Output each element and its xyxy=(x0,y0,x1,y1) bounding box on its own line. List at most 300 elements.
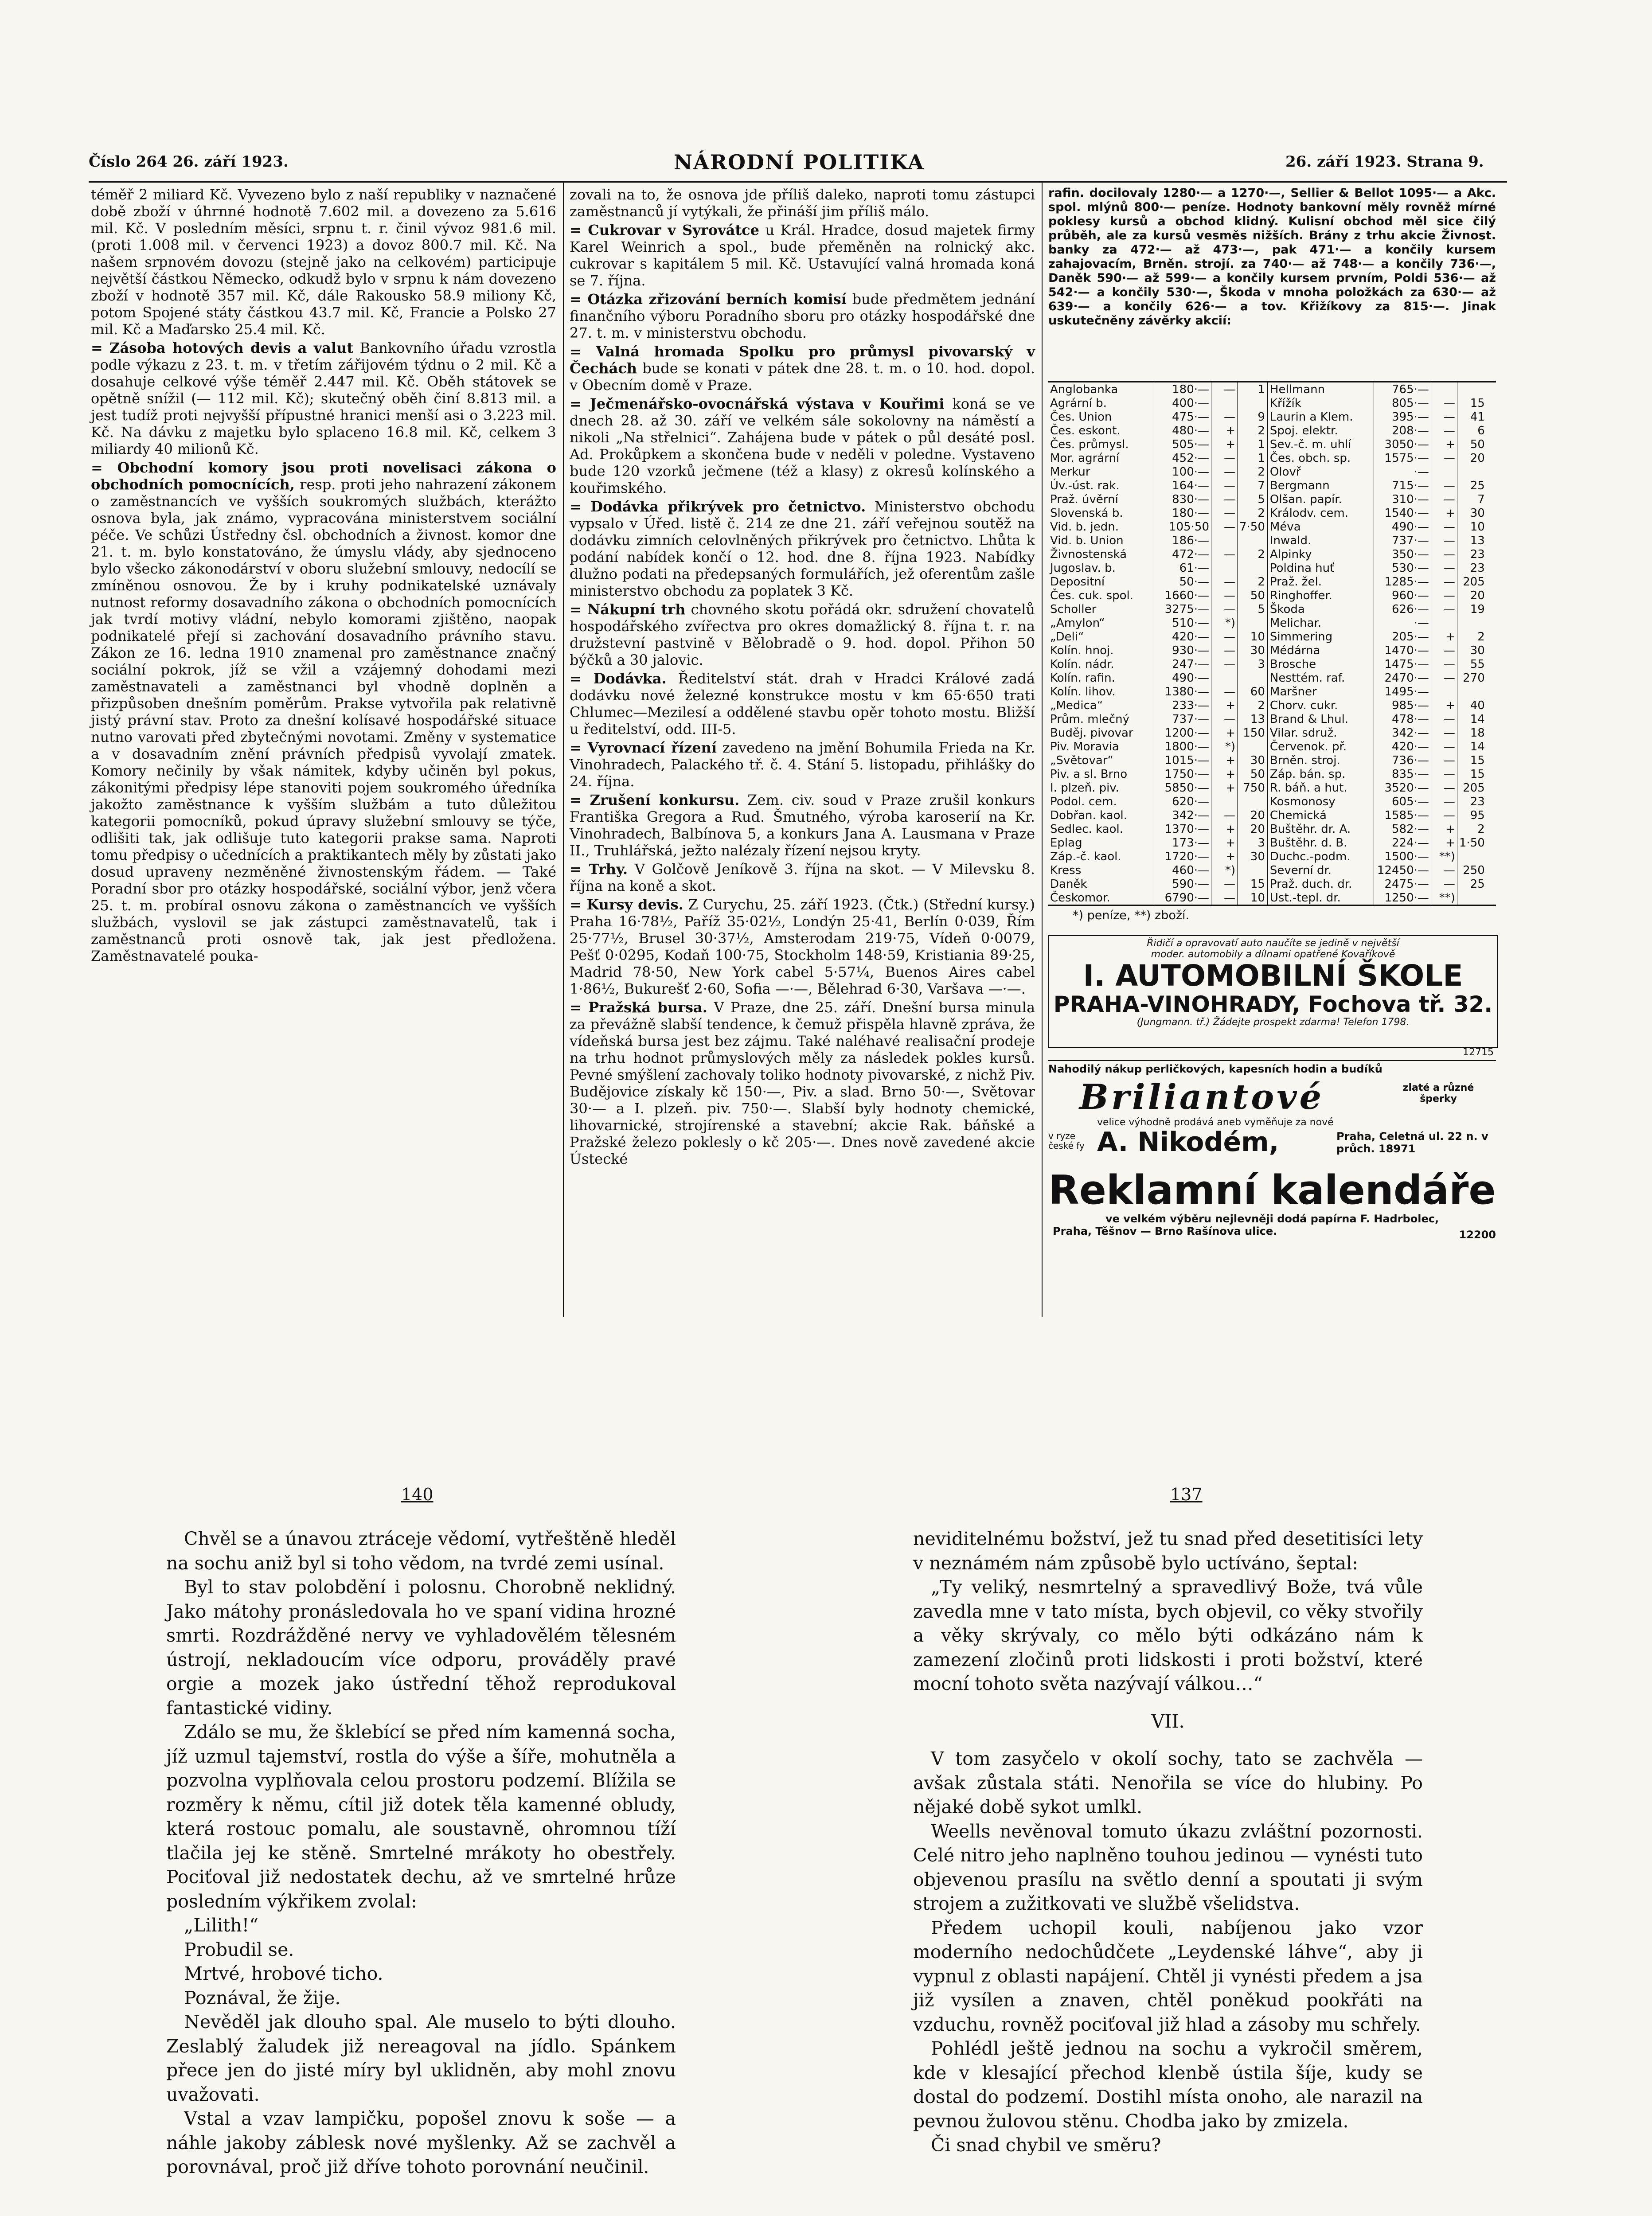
stock-price: 1660·— xyxy=(1154,589,1211,602)
stock-name: Brněn. stroj. xyxy=(1267,753,1374,767)
stock-sign: — xyxy=(1431,396,1457,410)
stock-change xyxy=(1238,863,1268,877)
stock-change xyxy=(1238,534,1268,547)
stock-sign: *) xyxy=(1211,740,1238,753)
stock-change: 1·50 xyxy=(1459,836,1485,850)
stock-price: 805·— xyxy=(1374,396,1431,410)
book-paragraph: Či snad chybil ve směru? xyxy=(931,2134,1161,2156)
news-item-headline: = Dodávka. xyxy=(570,670,667,687)
stock-sign: — xyxy=(1431,561,1457,575)
stock-name: Depositní xyxy=(1048,575,1154,589)
news-item-headline: = Vyrovnací řízení xyxy=(570,739,717,756)
left-page-number: 140 xyxy=(401,1485,434,1504)
stock-price: 205·— xyxy=(1374,630,1431,644)
stock-row xyxy=(1048,781,1487,795)
book-paragraph: Nevěděl jak dlouho spal. Ale muselo to býti dlouho. Zeslablý žaludek již nereagoval na jídlo. Spánkem přece jen do jisté míry byl uklidněn, aby mohl znovu uvažovati. xyxy=(166,2011,676,2105)
news-item xyxy=(570,670,1035,737)
stock-name: „Amylon“ xyxy=(1048,616,1154,630)
stock-price: 61·— xyxy=(1154,561,1211,575)
stock-price: 208·— xyxy=(1374,424,1431,437)
stock-price: 490·— xyxy=(1374,520,1431,534)
stock-price: 2470·— xyxy=(1374,671,1431,685)
stock-name: „Medica“ xyxy=(1048,698,1154,712)
stock-sign: — xyxy=(1431,424,1457,437)
news-item-headline: = Zrušení konkursu. xyxy=(570,792,740,808)
stock-change: 30 xyxy=(1238,850,1268,863)
news-item-headline: = Otázka zřizování berních komisí xyxy=(570,291,847,308)
ad-text: Řidičí a opravovatí auto naučíte se jedině v největší xyxy=(1147,938,1399,949)
stock-price: 715·— xyxy=(1374,479,1431,492)
stock-name: Kolín. nádr. xyxy=(1048,657,1154,671)
stock-sign: — xyxy=(1211,575,1238,589)
stock-price: 620·— xyxy=(1154,795,1211,808)
newspaper-header xyxy=(89,150,1507,179)
stock-name: Sev.-č. m. uhlí xyxy=(1267,437,1374,451)
stock-sign: — xyxy=(1211,479,1238,492)
book-paragraph: Zdálo se mu, že šklebící se před ním kamenná socha, jíž uzmul tajemství, rostla do výše a šíře, mohutněla a pozvolna vyplňovala celou prostoru podzemí. Blížila se rozměry k němu, cítil již dotek těla kamenné obludy, která rostouc pomalu, ale soustavně, ohromnou tíží tlačila jej ke stěně. Smrtelné mrákoty ho obestřely. Pociťoval již nedostatek dechu, až ve smrtelné hrůze posledním výkřikem zvolal: xyxy=(166,1721,676,1912)
stock-sign xyxy=(1211,671,1238,685)
stock-name: I. plzeň. piv. xyxy=(1048,781,1154,795)
stock-change: 20 xyxy=(1238,808,1268,822)
stock-change: 15 xyxy=(1470,396,1485,410)
stock-change: 95 xyxy=(1470,808,1485,822)
stock-price: 180·— xyxy=(1154,382,1211,396)
stock-change: 23 xyxy=(1470,547,1485,561)
stock-price: 342·— xyxy=(1154,808,1211,822)
stock-price: 105·50 xyxy=(1154,520,1211,534)
stock-price: 173·— xyxy=(1154,836,1211,850)
stock-name: Chorv. cukr. xyxy=(1267,698,1374,712)
stock-name: Ringhoffer. xyxy=(1267,589,1374,602)
book-page-right xyxy=(913,1527,1423,2157)
stock-price: 310·— xyxy=(1374,492,1431,506)
stock-name: Piv. a sl. Brno xyxy=(1048,767,1154,781)
stock-name: Praž. duch. dr. xyxy=(1267,877,1374,891)
stock-price: 478·— xyxy=(1374,712,1431,726)
stock-price: 6790·— xyxy=(1154,891,1211,905)
stock-price: 1370·— xyxy=(1154,822,1211,836)
stock-name: Úv.-úst. rak. xyxy=(1048,479,1154,492)
stock-change: 23 xyxy=(1470,561,1485,575)
stock-name: Praž. úvěrní xyxy=(1048,492,1154,506)
stock-row xyxy=(1048,795,1487,808)
stock-price: 186·— xyxy=(1154,534,1211,547)
book-paragraph: neviditelnému božství, jež tu snad před desetitisíci lety v neznámém nám způsobě bylo uctíváno, šeptal: xyxy=(913,1528,1423,1574)
stock-change: 30 xyxy=(1470,644,1485,657)
header-date-page: 26. září 1923. Strana 9. xyxy=(1285,153,1484,171)
stock-price: ·— xyxy=(1374,616,1431,630)
ad-number: 12200 xyxy=(1459,1229,1496,1241)
stock-sign: — xyxy=(1431,575,1457,589)
stock-sign: — xyxy=(1211,630,1238,644)
stock-sign: + xyxy=(1431,822,1457,836)
stock-name: Čes. obch. sp. xyxy=(1267,451,1374,465)
stock-name: Záp.-č. kaol. xyxy=(1048,850,1154,863)
stock-sign xyxy=(1211,561,1238,575)
stock-name: Podol. cem. xyxy=(1048,795,1154,808)
ad-address: Praha, Celetná ul. 22 n. v průch. 18971 xyxy=(1336,1130,1488,1155)
stock-name: Kress xyxy=(1048,863,1154,877)
stock-name: Buděj. pivovar xyxy=(1048,726,1154,740)
stock-sign: + xyxy=(1431,630,1457,644)
stock-change: 13 xyxy=(1470,534,1485,547)
stock-change: 60 xyxy=(1238,685,1268,698)
stock-change: 1 xyxy=(1238,382,1268,396)
stock-sign: — xyxy=(1211,465,1238,479)
stock-row xyxy=(1048,726,1487,740)
stock-sign: + xyxy=(1431,698,1457,712)
stock-sign: — xyxy=(1431,547,1457,561)
news-item xyxy=(570,222,1035,289)
book-paragraph: Chvěl se a únavou ztráceje vědomí, vytřeštěně hleděl na sochu aniž byl si toho vědom, na tvrdé zemi usínal. xyxy=(166,1528,676,1574)
stock-row xyxy=(1048,547,1487,561)
news-item xyxy=(570,395,1035,496)
news-item-headline: = Nákupní trh xyxy=(570,601,686,618)
stock-price: 460·— xyxy=(1154,863,1211,877)
book-paragraph: „Ty veliký, nesmrtelný a spravedlivý Bože, tvá vůle zavedla mne v tato místa, bych objevil, co věky stvořily a věky skrývaly, co mělo býti odkázáno nám k zamezení zločinů proti lidskosti i proti božství, které mocní tohoto světa nazývají válkou…“ xyxy=(913,1576,1423,1694)
stock-sign: + xyxy=(1431,506,1457,520)
stock-change: 7·50 xyxy=(1238,520,1268,534)
ad-headline: I. AUTOMOBILNÍ ŠKOLE xyxy=(1083,959,1463,993)
stock-price: 1285·— xyxy=(1374,575,1431,589)
stock-change: 2 xyxy=(1238,698,1268,712)
stock-change: 250 xyxy=(1463,863,1485,877)
stock-sign: — xyxy=(1431,795,1457,808)
stock-name: Králodv. cem. xyxy=(1267,506,1374,520)
stock-price: 590·— xyxy=(1154,877,1211,891)
stock-price: 582·— xyxy=(1374,822,1431,836)
stock-name: Kolín. rafin. xyxy=(1048,671,1154,685)
news-item-text: u Král. Hradce, dosud majetek firmy Karel Weinrich a spol., bude přeměněn na rolnický akc. cukrovar s kapitálem 5 mil. Kč. Ustavující valná hromada koná se 7. října. xyxy=(570,222,1035,289)
stock-change: 20 xyxy=(1470,589,1485,602)
stock-row xyxy=(1048,465,1487,479)
stock-change: 1 xyxy=(1238,451,1268,465)
right-page-number: 137 xyxy=(1170,1485,1203,1504)
stock-change: 19 xyxy=(1470,602,1485,616)
stock-change: 25 xyxy=(1470,479,1485,492)
stock-price: 1015·— xyxy=(1154,753,1211,767)
stock-sign: + xyxy=(1211,781,1238,795)
stock-price: 2475·— xyxy=(1374,877,1431,891)
article-paragraph xyxy=(91,339,556,457)
ad-text: zlaté a různé šperky xyxy=(1402,1082,1474,1104)
stock-sign xyxy=(1431,382,1457,396)
stock-name: Vid. b. jedn. xyxy=(1048,520,1154,534)
stock-price: 400·— xyxy=(1154,396,1211,410)
news-item-headline: = Valná hromada Spolku pro průmysl pivovarský v Čechách xyxy=(570,343,1035,377)
stock-sign: — xyxy=(1211,712,1238,726)
news-item xyxy=(570,896,1035,997)
ad-headline: A. Nikodém, xyxy=(1097,1127,1279,1158)
stock-sign: + xyxy=(1211,698,1238,712)
stock-sign: — xyxy=(1211,382,1238,396)
stock-change: 270 xyxy=(1463,671,1485,685)
stock-name: Vilar. sdruž. xyxy=(1267,726,1374,740)
stock-price: 1200·— xyxy=(1154,726,1211,740)
header-issue: Číslo 264 26. září 1923. xyxy=(89,153,289,171)
stock-name: Alpinky xyxy=(1267,547,1374,561)
ad-text: Praha, Těšnov — Brno Rašínova ulice. xyxy=(1053,1225,1277,1237)
stock-change: 2 xyxy=(1238,465,1268,479)
header-rule xyxy=(89,181,1507,183)
article-headline: = Obchodní komory jsou proti novelisaci zákona o obchodních pomocnících, xyxy=(91,459,556,493)
stock-price: 350·— xyxy=(1374,547,1431,561)
stock-change: 13 xyxy=(1238,712,1268,726)
stock-name: Živnostenská xyxy=(1048,547,1154,561)
stock-change: 150 xyxy=(1238,726,1268,740)
book-paragraph: Byl to stav polobdění i polosnu. Chorobně neklidný. Jako mátohy pronásledovala ho ve spaní vidina hrozné smrti. Rozdrážděné nervy ve vyhladovělém tělesném ústrojí, nekladoucím více odporu, prováděly pravé orgie a mozek jako ústřední těhož reprodukoval fantastické vidiny. xyxy=(166,1576,676,1719)
stock-row xyxy=(1048,616,1487,630)
stock-sign: — xyxy=(1431,863,1457,877)
stock-price: 475·— xyxy=(1154,410,1211,424)
stock-change: 14 xyxy=(1470,740,1485,753)
news-item xyxy=(570,291,1035,341)
stock-change: 10 xyxy=(1238,630,1268,644)
stock-row xyxy=(1048,850,1487,863)
stock-price: 530·— xyxy=(1374,561,1431,575)
stock-change: 5 xyxy=(1238,492,1268,506)
stock-sign: + xyxy=(1211,836,1238,850)
stock-price: 3050·— xyxy=(1374,437,1431,451)
stock-row xyxy=(1048,685,1487,698)
news-item-text: V Praze, dne 25. září. Dnešní bursa minula za převážně slabší tendence, k čemuž přispěla hlavně zpráva, že vídeňská bursa jest bez zájmu. Také naléhavé realisační prodeje na trhu hodnot průmyslových měly za následek pokles kursů. Pevné smýšlení zachovaly toliko hodnoty pivovarské, z nichž Piv. Budějovice získaly kč 150·—, Piv. a slad. Brno 50·—, Světovar 30·— a I. plzeň. piv. 750·—. Slabší byly hodnoty chemické, lihovarnické, strojírenské a stavební; akcie Rak. báňské a Pražské železo poklesly o kč 205·—. Dnes nově zavedené akcie Ústecké xyxy=(570,999,1035,1167)
stock-sign: — xyxy=(1211,547,1238,561)
stock-price: 505·— xyxy=(1154,437,1211,451)
stock-row xyxy=(1048,534,1487,547)
ad-text: velice výhodně prodává aneb vyměňuje za nové xyxy=(1097,1117,1334,1128)
stock-name: Eplag xyxy=(1048,836,1154,850)
stock-sign: — xyxy=(1211,506,1238,520)
stock-row xyxy=(1048,740,1487,753)
news-column-1 xyxy=(91,186,556,966)
stock-name: Severní dr. xyxy=(1267,863,1374,877)
stock-price: 1475·— xyxy=(1374,657,1431,671)
stock-price: 420·— xyxy=(1154,630,1211,644)
stock-name: Záp. bán. sp. xyxy=(1267,767,1374,781)
stock-row xyxy=(1048,712,1487,726)
stock-price: 164·— xyxy=(1154,479,1211,492)
stock-name: Laurin a Klem. xyxy=(1267,410,1374,424)
stock-name: R. báň. a hut. xyxy=(1267,781,1374,795)
news-item-text: V Golčově Jeníkově 3. října na skot. — V Milevsku 8. října na koně a skot. xyxy=(570,861,1035,894)
news-column-2 xyxy=(570,186,1035,1169)
stock-sign xyxy=(1431,685,1457,698)
news-item-text: Ministerstvo obchodu vypsalo v Úřed. listě č. 214 ze dne 21. září veřejnou soutěž na dodávku zimních celovlněných přikrývek pro četnictvo. Lhůta k podání nabídek končí o 12. hod. dne 8. října 1923. Nabídky dlužno podati na předepsaných formulářích, jež oferentům zašle ministerstvo obchodu za poplatek 3 Kč. xyxy=(570,498,1035,599)
stock-change: 2 xyxy=(1238,547,1268,561)
stock-price: 1800·— xyxy=(1154,740,1211,753)
book-paragraph: Weells nevěnoval tomuto úkazu zvláštní pozornosti. Celé nitro jeho naplněno touhou jedinou — vynésti tuto objevenou prasílu na světlo denní a spoutati ji svým strojem a zužitkovati ve službě všelidstva. xyxy=(913,1820,1423,1914)
stock-name: Dobřan. kaol. xyxy=(1048,808,1154,822)
stock-row xyxy=(1048,836,1487,850)
stock-change: 20 xyxy=(1470,451,1485,465)
stock-name: Maršner xyxy=(1267,685,1374,698)
stock-price: 1500·— xyxy=(1374,850,1431,863)
stock-price: 737·— xyxy=(1154,712,1211,726)
stock-price: 100·— xyxy=(1154,465,1211,479)
column-divider xyxy=(1042,183,1043,1317)
stock-price: 12450·— xyxy=(1374,863,1431,877)
stock-price: 510·— xyxy=(1154,616,1211,630)
stock-row xyxy=(1048,877,1487,891)
stock-change: 41 xyxy=(1470,410,1485,424)
stock-sign xyxy=(1211,534,1238,547)
stock-row xyxy=(1048,575,1487,589)
stock-row xyxy=(1048,891,1487,905)
stock-row xyxy=(1048,671,1487,685)
stock-name: Praž. žel. xyxy=(1267,575,1374,589)
article-paragraph: zovali na to, že osnova jde příliš daleko, naproti tomu zástupci zaměstnanců jí vytýkali, že přináší jim příliš málo. xyxy=(570,186,1035,220)
stock-price: 420·— xyxy=(1374,740,1431,753)
news-item-headline: = Pražská bursa. xyxy=(570,999,707,1016)
stock-name: Křížík xyxy=(1267,396,1374,410)
stock-price: 605·— xyxy=(1374,795,1431,808)
news-item-headline: = Ječmenářsko-ovocnářská výstava v Kouřimi xyxy=(570,395,945,412)
news-item xyxy=(570,861,1035,894)
article-headline: = Zásoba hotových devis a valut xyxy=(91,339,354,356)
stock-row xyxy=(1048,698,1487,712)
stock-row xyxy=(1048,753,1487,767)
stock-name: Čes. Union xyxy=(1048,410,1154,424)
stock-sign: — xyxy=(1211,602,1238,616)
stock-change xyxy=(1457,465,1486,479)
stock-sign xyxy=(1431,465,1457,479)
stock-sign: — xyxy=(1211,891,1238,905)
column-divider xyxy=(563,183,564,1317)
stock-table-footnote: *) peníze, **) zboží. xyxy=(1073,909,1190,922)
book-paragraph: Poznával, že žije. xyxy=(184,1987,341,2009)
stock-name: Hellmann xyxy=(1267,382,1374,396)
stock-price: 50·— xyxy=(1154,575,1211,589)
stock-name: Poldina huť xyxy=(1267,561,1374,575)
stock-row xyxy=(1048,767,1487,781)
stock-sign: + xyxy=(1211,850,1238,863)
ad-automobile-school xyxy=(1048,935,1498,1048)
stock-change: 15 xyxy=(1470,767,1485,781)
stock-name: Inwald. xyxy=(1267,534,1374,547)
stock-row xyxy=(1048,437,1487,451)
article-text: resp. proti jeho nahrazení zákonem o zaměstnancích ve vyšších soukromých službách, kterážto osnova byla, jak známo, vypracována ministerstvem sociální péče. Ve schůzi Ústředny čsl. obchodních a živnost. komor dne 21. t. m. bylo konstatováno, že úmyslu vlády, aby sjednoceno bylo všecko zákonodárství v oboru služební smlouvy, nedocílí se zmíněnou osnovou. Že by i kruhy podnikatelské uznávaly nutnost reformy dosavadního zákona o obchodních pomocnících jak tvrdí motivy vládní, nebylo komorami zjištěno, naopak podnikatelé přejí si zachování dosavadního právního stavu. Zákon ze 16. ledna 1910 znamenal pro zaměstnance značný sociální pokrok, jíž se vžil a vzájemný dohodami mezi zaměstnavateli a zaměstnanci byl vhodně doplněn a přizpůsoben dnešním poměrům. Prakse vytvořila pak relativně jistý právní stav. Proto za dnešní kolísavé hospodářské situace nutno varovati před zbytečnými novotami. Změny v systematice a v dosavadním znění právních předpisů vyvolají zmatek. Komory nečinily by však námitek, kdyby učiněn byl pokus, zákonitými předpisy lépe stanoviti pojem soukromého úředníka jakožto zaměstnance k vyšším službám a tuto důležitou kategorii pomocníků, pokud úpravy služební smlouvy se týče, odlišiti tak, jak odlišuje tuto kategorii prakse sama. Naproti tomu předpisy o učednících a praktikantech měly by zůstati jako dosud upraveny nezměněné živnostenským řádem. — Také Poradní sbor pro otázky hospodářské, sociální výbor, jenž včera 25. t. m. probíral osnovu zákona o zaměstnancích ve vyšších službách, vyslovil se jak zástupci zaměstnavatelů, tak i zaměstnanců proti osnově tak, jak jest předložena. Zaměstnavatelé pouka- xyxy=(91,476,557,964)
stock-change: 40 xyxy=(1470,698,1485,712)
stock-price: 3520·— xyxy=(1374,781,1431,795)
stock-change: 205 xyxy=(1463,781,1485,795)
stock-name: Spoj. elektr. xyxy=(1267,424,1374,437)
news-item-headline: = Dodávka přikrývek pro četnictvo. xyxy=(570,498,866,515)
stock-price: 737·— xyxy=(1374,534,1431,547)
ad-headline: PRAHA-VINOHRADY, Fochova tř. 32. xyxy=(1053,991,1493,1017)
stock-sign: — xyxy=(1431,492,1457,506)
stock-name: Červenok. př. xyxy=(1267,740,1374,753)
stock-sign: — xyxy=(1211,685,1238,698)
stock-change: 50 xyxy=(1238,767,1268,781)
stock-sign: + xyxy=(1431,437,1457,451)
news-item-text: chovného skotu pořádá okr. sdružení chovatelů hospodářského zvířectva pro okres domažlický 8. října t. r. na družstevní pastvině v Bělobradě o 9. hod. dopol. Přihon 50 býčků a 30 jalovic. xyxy=(570,601,1035,668)
stock-name: Anglobanka xyxy=(1048,382,1154,396)
stock-row xyxy=(1048,424,1487,437)
news-item-text: Z Curychu, 25. září 1923. (Čtk.) (Střední kursy.) Praha 16·78½, Paříž 35·02½, Londýn 25·41, Berlín 0·039, Řím 25·77½, Brusel 30·37½, Amsterodam 219·75, Vídeň 0·0079, Pešť 0·0295, Kodaň 100·75, Stockholm 148·59, Kristiania 89·25, Madrid 78·50, New York cabel 5·57¼, Buenos Aires cabel 1·86½, Bukurešť 2·60, Sofia —·—, Bělehrad 6·30, Varšava —·—. xyxy=(570,896,1035,997)
news-item-text: zavedeno na jmění Bohumila Frieda na Kr. Vinohradech, Palackého tř. č. 4. Stání 5. listopadu, přihlášky do 24. října. xyxy=(570,739,1035,790)
stock-name: Merkur xyxy=(1048,465,1154,479)
stock-change: 7 xyxy=(1238,479,1268,492)
stock-price: 765·— xyxy=(1374,382,1431,396)
stock-sign: — xyxy=(1211,808,1238,822)
stock-sign: + xyxy=(1211,767,1238,781)
stock-name: Ust.-tepl. dr. xyxy=(1267,891,1374,905)
stock-row xyxy=(1048,808,1487,822)
stock-row xyxy=(1048,589,1487,602)
stock-price: 5850·— xyxy=(1154,781,1211,795)
stock-sign: + xyxy=(1431,836,1457,850)
stock-sign: + xyxy=(1211,726,1238,740)
stock-sign: — xyxy=(1211,657,1238,671)
news-item xyxy=(570,498,1035,599)
stock-sign: — xyxy=(1431,410,1457,424)
stock-sign: — xyxy=(1431,534,1457,547)
news-item-text: Zem. civ. soud v Praze zrušil konkurs Františka Gregora a Rud. Šmutného, výroba karoserií na Kr. Vinohradech, Balbínova 5, a konkurs Jana A. Lausmana v Praze II., Truhlářská, ježto nalézaly řízení nejsou kryty. xyxy=(570,792,1035,859)
stock-name: Médárna xyxy=(1267,644,1374,657)
stock-sign: — xyxy=(1431,657,1457,671)
stock-name: Kosmonosy xyxy=(1267,795,1374,808)
stock-sign: — xyxy=(1211,410,1238,424)
stock-name: Agrární b. xyxy=(1048,396,1154,410)
stock-row xyxy=(1048,520,1487,534)
stock-change: 9 xyxy=(1238,410,1268,424)
book-paragraph: Pohlédl ještě jednou na sochu a vykročil směrem, kde v klesající přechod klenbě ústila šíje, kudy se dostal do podzemí. Dostihl místa onoho, ale narazil na pevnou žulovou stěnu. Chodba jako by zmizela. xyxy=(913,2038,1423,2132)
stock-name: Scholler xyxy=(1048,602,1154,616)
news-column-3 xyxy=(1048,186,1496,330)
book-paragraph: Vstal a vzav lampičku, popošel znovu k soše — a náhle jakoby záblesk nové myšlenky. Až se zachvěl a porovnával, proč již dříve tohoto porovnání neučinil. xyxy=(166,2108,676,2177)
stock-sign: — xyxy=(1431,520,1457,534)
stock-sign: — xyxy=(1431,602,1457,616)
stock-price: 480·— xyxy=(1154,424,1211,437)
stock-price: 180·— xyxy=(1154,506,1211,520)
stock-price: 395·— xyxy=(1374,410,1431,424)
stock-sign: + xyxy=(1211,753,1238,767)
stock-sign: — xyxy=(1211,520,1238,534)
news-item xyxy=(570,739,1035,790)
stock-row xyxy=(1048,451,1487,465)
news-item xyxy=(570,343,1035,394)
stock-row xyxy=(1048,822,1487,836)
stock-name: Čes. eskont. xyxy=(1048,424,1154,437)
stock-row xyxy=(1048,479,1487,492)
stock-change xyxy=(1238,616,1268,630)
stock-table-box xyxy=(1048,381,1496,906)
stock-price: 830·— xyxy=(1154,492,1211,506)
stock-name: Bergmann xyxy=(1267,479,1374,492)
stock-name: Piv. Moravia xyxy=(1048,740,1154,753)
book-paragraph: V tom zasyčelo v okolí sochy, tato se zachvěla — avšak zůstala státi. Nenořila se více do hlubiny. Po nějaké době sykot umlkl. xyxy=(913,1748,1423,1818)
news-item-headline: = Cukrovar v Syrovátce xyxy=(570,222,760,238)
article-text: Bankovního úřadu vzrostla podle výkazu z 23. t. m. v třetím zářijovém týdnu o 2 mil. Kč a dosahuje celkové výše téměř 2.447 mil. Kč. Oběh státovek se opětně snížil (— 112 mil. Kč); skutečný oběh činí 8.813 mil. a jest tudíž proti nejvyšší přípustné hranici menší asi o 3.223 mil. Kč. Na dávku z majetku bylo splaceno 16.8 mil. Kč, celkem 3 miliardy 40 milionů Kč. xyxy=(91,339,557,457)
stock-sign: — xyxy=(1211,492,1238,506)
stock-sign: — xyxy=(1211,877,1238,891)
stock-price: 960·— xyxy=(1374,589,1431,602)
stock-name: Nesttém. raf. xyxy=(1267,671,1374,685)
news-item-headline: = Kursy devis. xyxy=(570,896,683,913)
stock-sign: — xyxy=(1431,808,1457,822)
stock-name: Duchc.-podm. xyxy=(1267,850,1374,863)
stock-change: 10 xyxy=(1470,520,1485,534)
stock-sign: — xyxy=(1431,753,1457,767)
stock-change: 6 xyxy=(1477,424,1485,437)
stock-sign: — xyxy=(1211,589,1238,602)
stock-name: Mor. agrární xyxy=(1048,451,1154,465)
stock-change xyxy=(1238,671,1268,685)
stock-change: 2 xyxy=(1477,822,1485,836)
stock-row xyxy=(1048,506,1487,520)
stock-price: 1250·— xyxy=(1374,891,1431,905)
stock-row xyxy=(1048,657,1487,671)
